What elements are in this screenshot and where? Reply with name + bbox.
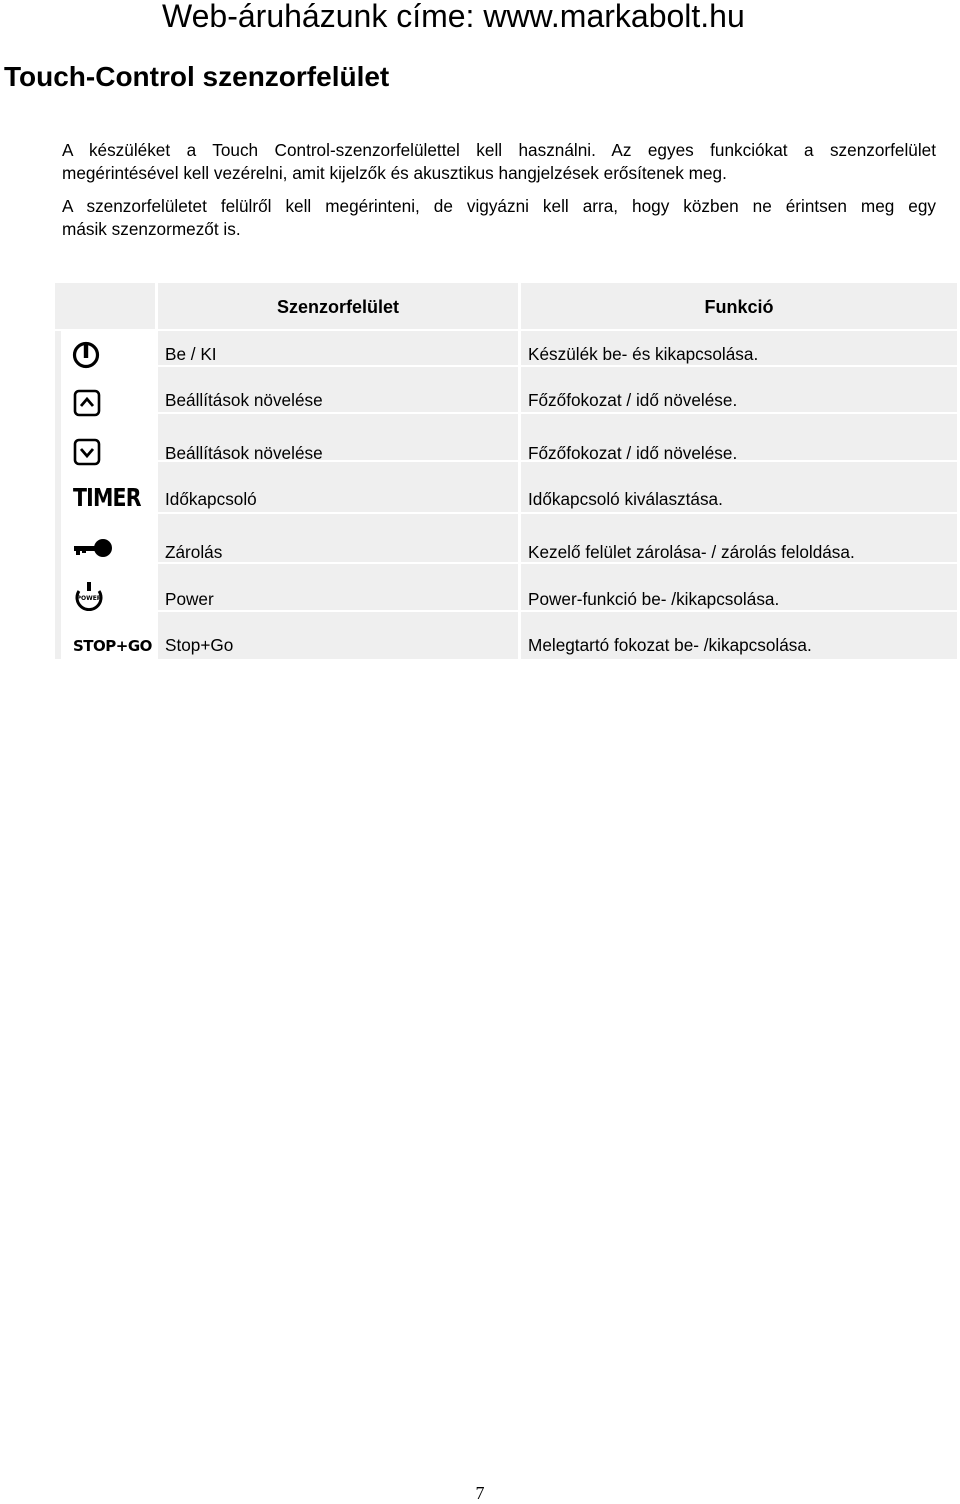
function-label: Főzőfokozat / idő növelése. (528, 390, 738, 410)
surface-label: Power (165, 589, 214, 609)
power-icon (71, 341, 101, 369)
decrease-icon (73, 438, 101, 466)
function-label: Főzőfokozat / idő növelése. (528, 443, 738, 463)
intro-paragraph (62, 139, 936, 185)
surface-label: Beállítások növelése (165, 443, 323, 463)
power-boost-label: POWER (76, 595, 102, 602)
function-label: Időkapcsoló kiválasztása. (528, 489, 723, 509)
surface-label: Be / KI (165, 344, 217, 364)
paragraph-line: A szenzorfelületet felülről kell megérinteni, de vigyázni kell arra, hogy közben ne érintsen meg egy (62, 196, 936, 216)
surface-label: Stop+Go (165, 635, 234, 655)
function-label: Kezelő felület zárolása- / zárolás feloldása. (528, 542, 855, 562)
site-header: Web-áruházunk címe: www.markabolt.hu (162, 0, 745, 34)
surface-label: Beállítások növelése (165, 390, 323, 410)
header-cell-empty (55, 283, 155, 329)
header-function: Funkció (704, 297, 774, 317)
paragraph-line: A készüléket a Touch Control-szenzorfelülettel kell használni. Az egyes funkciókat a szenzorfelület (62, 140, 936, 160)
surface-label: Zárolás (165, 542, 223, 562)
increase-icon (73, 389, 101, 417)
header-surface: Szenzorfelület (276, 297, 400, 317)
paragraph-line: megérintésével kell vezérelni, amit kijelzők és akusztikus hangjelzések erősítenek meg. (62, 163, 727, 183)
lock-key-icon (73, 537, 115, 559)
page-title: Touch-Control szenzorfelület (4, 61, 390, 92)
icon-column-edge (55, 331, 61, 659)
function-label: Készülék be- és kikapcsolása. (528, 344, 759, 364)
paragraph-line: másik szenzormezőt is. (62, 219, 241, 239)
timer-icon: TIMER (73, 483, 141, 512)
page-number: 7 (475, 1483, 485, 1503)
function-label: Melegtartó fokozat be- /kikapcsolása. (528, 635, 812, 655)
sensor-table (55, 283, 957, 659)
power-boost-icon (73, 581, 105, 611)
warning-paragraph (62, 195, 936, 241)
function-label: Power-funkció be- /kikapcsolása. (528, 589, 780, 609)
stop-go-icon: STOP+GO (73, 637, 152, 655)
surface-label: Időkapcsoló (165, 489, 257, 509)
